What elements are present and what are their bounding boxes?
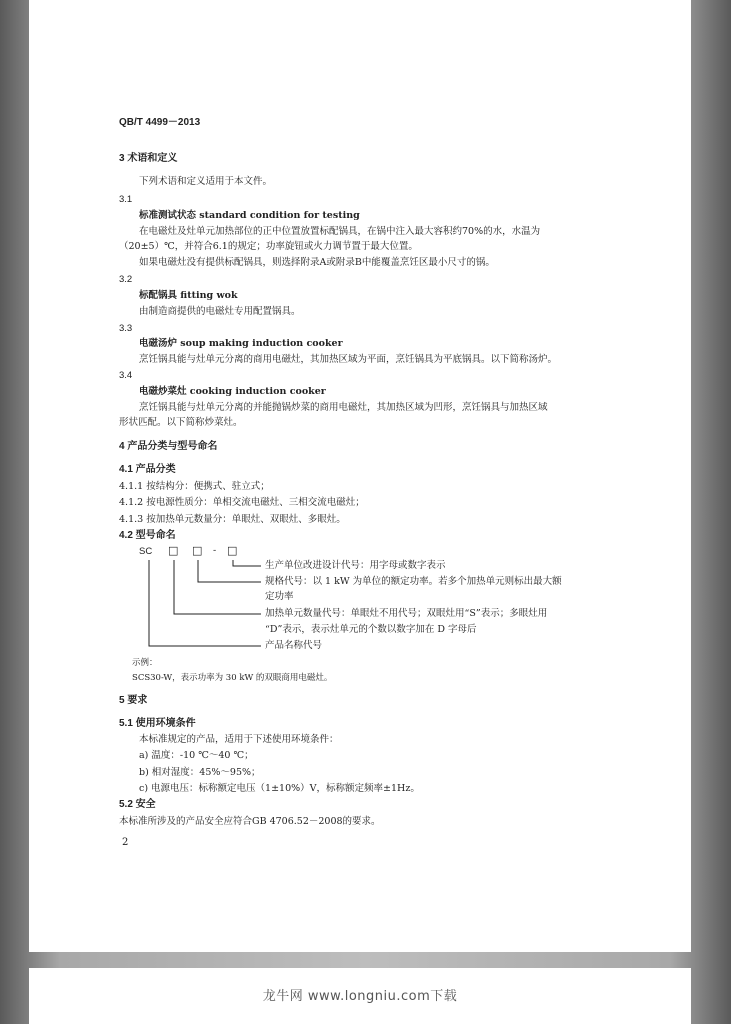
term-3-1-line1: 在电磁灶及灶单元加热部位的正中位置放置标配锅具，在锅中注入最大容积约70%的水，水温为 — [139, 226, 541, 237]
term-3-3-line1: 烹饪锅具能与灶单元分离的商用电磁灶，其加热区域为平面，烹饪锅具为平底锅具。以下简称汤炉。 — [139, 354, 558, 365]
model-label-4: 产品名称代号 — [265, 640, 323, 651]
section-4-title: 4 产品分类与型号命名 — [119, 441, 218, 452]
bracket-line-2 — [198, 560, 261, 582]
model-label-2b: 定功率 — [265, 591, 294, 602]
model-box-3: □ — [227, 544, 238, 557]
section-5-2-title: 5.2 安全 — [119, 799, 156, 810]
condition-b: b) 相对湿度：45%～95%； — [139, 767, 261, 778]
condition-a: a) 温度：-10 ℃～40 ℃； — [139, 750, 254, 761]
footer-bar — [29, 968, 691, 1024]
section-4-1-2: 4.1.2 按电源性质分：单相交流电磁灶、三相交流电磁灶； — [119, 497, 365, 508]
example-text: SCS30-W，表示功率为 30 kW 的双眼商用电磁灶。 — [132, 673, 333, 683]
model-label-3a: 加热单元数量代号：单眼灶不用代号；双眼灶用“S”表示；多眼灶用 — [265, 608, 548, 619]
term-3-1-line2: （20±5）℃，并符合6.1的规定；功率旋钮或火力调节置于最大位置。 — [119, 241, 418, 252]
term-3-2-number: 3.2 — [119, 274, 133, 285]
bracket-line-4 — [149, 560, 261, 646]
term-3-2-line1: 由制造商提供的电磁灶专用配置锅具。 — [139, 306, 301, 317]
term-3-4-line2: 形状匹配。以下简称炒菜灶。 — [119, 417, 243, 428]
section-3-intro: 下列术语和定义适用于本文件。 — [139, 176, 273, 187]
term-3-2-title: 标配锅具 fitting wok — [139, 290, 238, 301]
document-page — [29, 0, 691, 952]
model-label-3b: “D”表示，表示灶单元的个数以数字加在 D 字母后 — [265, 624, 477, 635]
term-3-1-title: 标准测试状态 standard condition for testing — [139, 210, 360, 221]
term-3-4-title: 电磁炒菜灶 cooking induction cooker — [139, 386, 326, 397]
section-4-1-3: 4.1.3 按加热单元数量分：单眼灶、双眼灶、多眼灶。 — [119, 514, 346, 525]
model-box-1: □ — [168, 544, 179, 557]
term-3-4-line1: 烹饪锅具能与灶单元分离的并能抛锅炒菜的商用电磁灶，其加热区域为凹形，烹饪锅具与加热区域 — [139, 402, 548, 413]
model-box-2: □ — [192, 544, 203, 557]
term-3-1-line3: 如果电磁灶没有提供标配锅具，则选择附录A或附录B中能覆盖烹饪区最小尺寸的锅。 — [139, 257, 495, 268]
section-4-2-title: 4.2 型号命名 — [119, 530, 176, 541]
term-3-3-title: 电磁汤炉 soup making induction cooker — [139, 338, 343, 349]
section-5-2-text: 本标准所涉及的产品安全应符合GB 4706.52－2008的要求。 — [119, 816, 381, 827]
section-5-1-title: 5.1 使用环境条件 — [119, 718, 196, 729]
standard-code: QB/T 4499－2013 — [119, 117, 201, 128]
bracket-line-3 — [174, 560, 261, 614]
condition-c: c) 电源电压：标称额定电压（1±10%）V，标称额定频率±1Hz。 — [139, 783, 420, 794]
footer-watermark: 龙牛网 www.longniu.com下载 — [262, 989, 458, 1004]
model-bracket-lines — [29, 0, 691, 700]
section-5-1-intro: 本标准规定的产品，适用于下述使用环境条件： — [139, 734, 339, 745]
model-dash: - — [213, 545, 217, 556]
example-label: 示例： — [132, 658, 158, 668]
section-3-title: 3 术语和定义 — [119, 153, 178, 164]
term-3-4-number: 3.4 — [119, 370, 133, 381]
model-label-2a: 规格代号：以 1 kW 为单位的额定功率。若多个加热单元则标出最大额 — [265, 576, 562, 587]
section-5-title: 5 要求 — [119, 695, 148, 706]
model-prefix: SC — [139, 546, 153, 557]
section-4-1-title: 4.1 产品分类 — [119, 464, 176, 475]
bracket-line-1 — [233, 560, 261, 566]
section-4-1-1: 4.1.1 按结构分：便携式、驻立式； — [119, 481, 270, 492]
term-3-1-number: 3.1 — [119, 194, 133, 205]
model-label-1: 生产单位改进设计代号：用字母或数字表示 — [265, 560, 446, 571]
term-3-3-number: 3.3 — [119, 323, 133, 334]
page-number: 2 — [122, 837, 129, 848]
